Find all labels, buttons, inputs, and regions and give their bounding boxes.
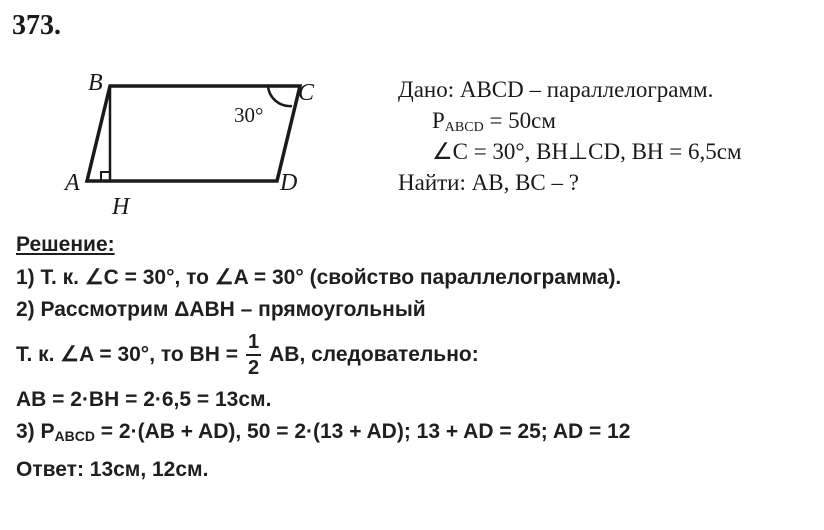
solution-step-2: 2) Рассмотрим ΔABH – прямоугольный <box>16 298 426 321</box>
solution-step-3 <box>16 416 816 448</box>
step-2b-prefix: Т. к. ∠A = 30°, то BH = <box>16 343 238 366</box>
given-line-1: Дано: ABCD – параллелограмм. <box>398 77 714 102</box>
given-block <box>398 78 742 202</box>
step-3-prefix: 3) P <box>16 420 55 443</box>
solution-heading: Решение: <box>16 233 115 256</box>
step-3-equation: = 2·(AB + AD), 50 = 2·(13 + AD); 13 + AD = 25; AD = 12 <box>94 420 631 443</box>
problem-number: 373. <box>12 10 61 41</box>
parallelogram-diagram <box>60 72 340 232</box>
given-line-3: ∠C = 30°, BH⊥CD, BH = 6,5см <box>432 139 742 164</box>
solution-step-2c: AB = 2·BH = 2·6,5 = 13см. <box>16 388 272 411</box>
angle-c-arc <box>268 86 292 106</box>
point-h-label: H <box>112 194 130 220</box>
solution-step-2b <box>16 326 816 384</box>
parallelogram-figure <box>60 72 340 232</box>
point-a-label: A <box>65 170 80 196</box>
perimeter-symbol: P <box>432 108 445 133</box>
step-2b-suffix: AB, следовательно: <box>269 343 479 366</box>
perimeter-value: = 50см <box>483 108 556 133</box>
angle-c-label: 30° <box>234 103 264 127</box>
parallelogram-abcd <box>87 86 300 181</box>
given-perimeter <box>398 109 742 140</box>
point-d-label: D <box>280 170 298 196</box>
perimeter-subscript: ABCD <box>444 120 484 135</box>
fraction-denominator: 2 <box>247 357 260 379</box>
answer-line: Ответ: 13см, 12см. <box>16 458 209 481</box>
point-c-label: C <box>298 80 315 106</box>
solution-block <box>16 228 816 486</box>
find-line: Найти: AB, BC – ? <box>398 170 579 195</box>
point-b-label: B <box>88 70 103 96</box>
step-3-subscript: ABCD <box>54 428 95 444</box>
fraction-one-half <box>246 332 261 378</box>
solution-step-1: 1) Т. к. ∠C = 30°, то ∠A = 30° (свойство параллелограмма). <box>16 266 622 289</box>
fraction-numerator: 1 <box>246 332 261 356</box>
